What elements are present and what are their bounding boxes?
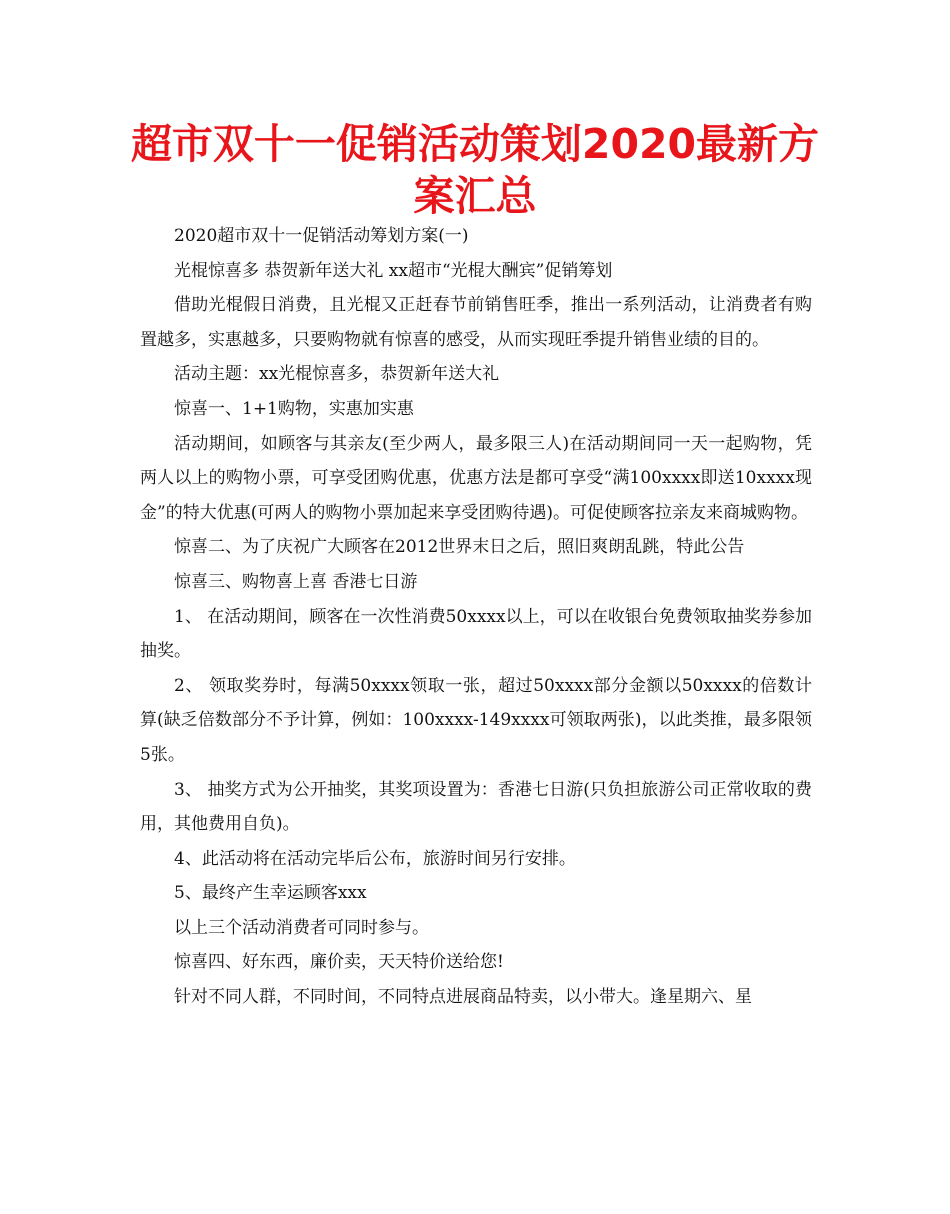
paragraph: 光棍惊喜多 恭贺新年送大礼 xx超市“光棍大酬宾”促销筹划 [174,260,613,281]
paragraph: 2、 领取奖券时，每满50xxxx领取一张，超过50xxxx部分金额以50xxxx的倍数计算(缺乏倍数部分不予计算，例如：100xxxx-149xxxx可领取两张)，以此类推，最多限领5张。 [140,675,812,765]
document-title: 超市双十一促销活动策划2020最新方案汇总 [130,120,820,220]
paragraph: 针对不同人群，不同时间，不同特点进展商品特卖，以小带大。逢星期六、星 [174,987,752,1008]
paragraph: 5、最终产生幸运顾客xxx [174,883,367,904]
paragraph: 2020超市双十一促销活动筹划方案(一) [174,226,469,246]
paragraph: 惊喜四、好东西，廉价卖，天天特价送给您! [174,952,504,973]
paragraph: 惊喜一、1+1购物，实惠加实惠 [174,398,414,419]
paragraph: 以上三个活动消费者可同时参与。 [174,917,429,938]
paragraph: 惊喜三、购物喜上喜 香港七日游 [174,571,418,592]
document-body [140,219,812,1015]
paragraph: 活动期间，如顾客与其亲友(至少两人，最多限三人)在活动期间同一天一起购物，凭两人以上的购物小票，可享受团购优惠，优惠方法是都可享受“满100xxxx即送10xxxx现金”的特大优惠(可两人的购物小票加起来享受团购待遇)。可促使顾客拉亲友来商城购物。 [140,433,812,523]
paragraph: 1、 在活动期间，顾客在一次性消费50xxxx以上，可以在收银台免费领取抽奖券参加抽奖。 [140,606,812,662]
paragraph: 惊喜二、为了庆祝广大顾客在2012世界末日之后，照旧爽朗乱跳，特此公告 [174,537,745,558]
paragraph: 4、此活动将在活动完毕后公布，旅游时间另行安排。 [174,848,576,869]
paragraph: 活动主题：xx光棍惊喜多，恭贺新年送大礼 [174,364,500,385]
paragraph: 3、 抽奖方式为公开抽奖，其奖项设置为：香港七日游(只负担旅游公司正常收取的费用，其他费用自负)。 [140,779,812,835]
paragraph: 借助光棍假日消费，且光棍又正赶春节前销售旺季，推出一系列活动，让消费者有购置越多，实惠越多，只要购物就有惊喜的感受，从而实现旺季提升销售业绩的目的。 [140,295,812,350]
